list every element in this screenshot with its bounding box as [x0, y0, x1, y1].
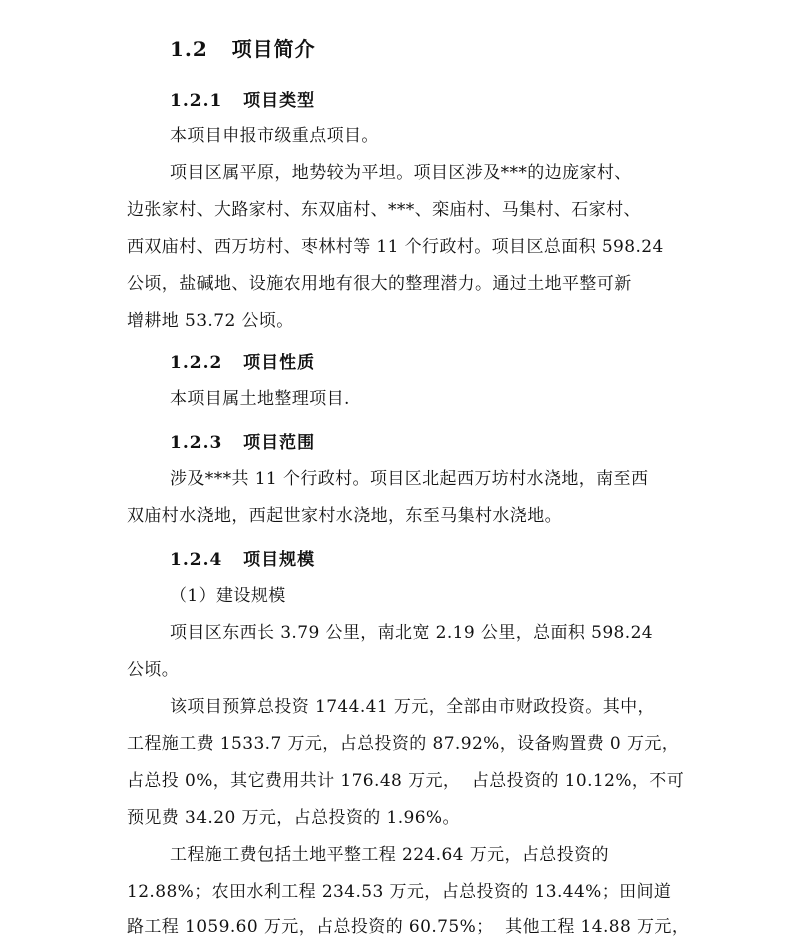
section-heading-1-2-2: 1.2.2 项目性质: [170, 353, 316, 373]
paragraph-location-line-5: 增耕地 53.72 公顷。: [127, 311, 294, 331]
paragraph-size-line-1: 项目区东西长 3.79 公里，南北宽 2.19 公里，总面积 598.24: [170, 623, 654, 643]
paragraph-works-line-2: 12.88%；农田水利工程 234.53 万元，占总投资的 13.44%；田间道: [127, 882, 672, 902]
paragraph-size-line-2: 公顷。: [127, 660, 180, 680]
section-heading-1-2-3: 1.2.3 项目范围: [170, 433, 316, 453]
paragraph-scope-line-2: 双庙村水浇地，西起世家村水浇地，东至马集村水浇地。: [127, 506, 562, 526]
paragraph-project-type: 本项目申报市级重点项目。: [170, 126, 379, 146]
paragraph-works-line-1: 工程施工费包括土地平整工程 224.64 万元，占总投资的: [170, 845, 609, 865]
paragraph-location-line-1: 项目区属平原，地势较为平坦。项目区涉及***的边庞家村、: [170, 163, 632, 183]
paragraph-location-line-2: 边张家村、大路家村、东双庙村、***、栾庙村、马集村、石家村、: [127, 200, 641, 220]
paragraph-budget-line-2: 工程施工费 1533.7 万元，占总投资的 87.92%，设备购置费 0 万元，: [127, 734, 680, 754]
paragraph-budget-line-3: 占总投 0%，其它费用共计 176.48 万元， 占总投资的 10.12%，不可: [127, 771, 685, 791]
paragraph-works-line-3: 路工程 1059.60 万元，占总投资的 60.75%； 其他工程 14.88 万元，: [127, 917, 690, 937]
paragraph-scope-line-1: 涉及***共 11 个行政村。项目区北起西万坊村水浇地，南至西: [170, 469, 649, 489]
section-heading-1-2-4: 1.2.4 项目规模: [170, 550, 316, 570]
paragraph-location-line-4: 公顷，盐碱地、设施农用地有很大的整理潜力。通过土地平整可新: [127, 274, 632, 294]
paragraph-budget-line-1: 该项目预算总投资 1744.41 万元，全部由市财政投资。其中，: [170, 697, 655, 717]
paragraph-budget-line-4: 预见费 34.20 万元，占总投资的 1.96%。: [127, 808, 460, 828]
section-heading-1-2: 1.2 项目简介: [170, 37, 316, 61]
subheading-construction-scale: （1）建设规模: [170, 586, 286, 606]
paragraph-project-nature: 本项目属土地整理项目.: [170, 389, 350, 409]
section-heading-1-2-1: 1.2.1 项目类型: [170, 91, 316, 111]
paragraph-location-line-3: 西双庙村、西万坊村、枣林村等 11 个行政村。项目区总面积 598.24: [127, 237, 664, 257]
